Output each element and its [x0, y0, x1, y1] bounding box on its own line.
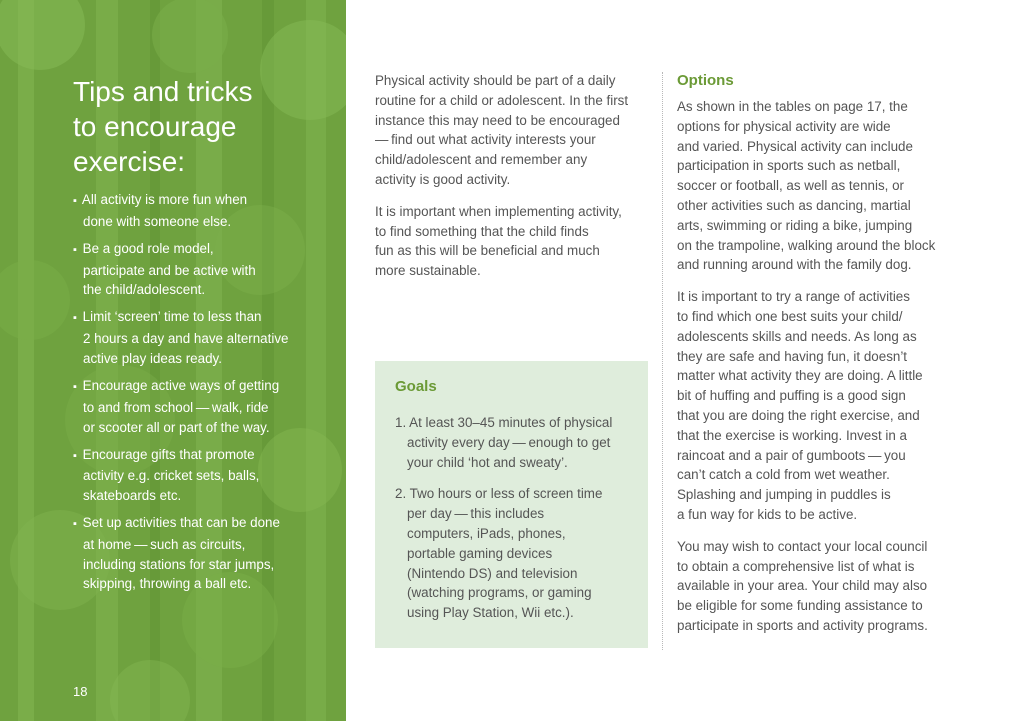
- text-line: It is important when implementing activity,: [375, 203, 622, 219]
- text-line: and running around with the family dog.: [677, 257, 912, 273]
- text-line: child/adolescent and remember any: [375, 152, 588, 168]
- sidebar-title-line: Tips and tricks: [73, 76, 253, 107]
- tip-item: [73, 445, 323, 506]
- sidebar-title: [73, 74, 333, 179]
- goal-line: activity every day — enough to get: [407, 434, 611, 450]
- text-line: other activities such as dancing, martial: [677, 197, 911, 213]
- tip-line: at home — such as circuits,: [83, 536, 246, 552]
- tip-item: [73, 513, 323, 594]
- goal-line: computers, iPads, phones,: [407, 525, 566, 541]
- tip-line: Be a good role model,: [82, 240, 214, 256]
- options-column: [677, 71, 967, 648]
- goal-line: your child ‘hot and sweaty’.: [407, 454, 568, 470]
- goal-line: 1. At least 30–45 minutes of physical: [395, 415, 613, 430]
- tip-line: activity e.g. cricket sets, balls,: [83, 468, 260, 484]
- text-line: bit of huffing and puffing is a good sign: [677, 388, 906, 404]
- text-line: that you are doing the right exercise, and: [677, 407, 920, 423]
- text-line: they are safe and having fun, it doesn’t: [677, 348, 908, 364]
- tip-line: participate and be active with: [83, 262, 256, 278]
- text-line: As shown in the tables on page 17, the: [677, 99, 908, 114]
- tip-line: skateboards etc.: [83, 488, 182, 504]
- tip-line: active play ideas ready.: [83, 350, 222, 366]
- text-line: to find something that the child finds: [375, 223, 589, 239]
- goal-line: (Nintendo DS) and television: [407, 565, 578, 581]
- text-line: — find out what activity interests your: [375, 132, 596, 148]
- text-line: routine for a child or adolescent. In the first: [375, 92, 629, 108]
- options-paragraph: [677, 537, 967, 636]
- tip-line: All activity is more fun when: [81, 192, 248, 207]
- text-line: soccer or football, as well as tennis, or: [677, 178, 905, 194]
- text-line: participation in sports such as netball,: [677, 158, 901, 174]
- text-line: on the trampoline, walking around the block: [677, 237, 936, 253]
- text-line: instance this may need to be encouraged: [375, 112, 620, 128]
- goal-line: (watching programs, or gaming: [407, 585, 592, 601]
- tip-line: to and from school — walk, ride: [83, 399, 269, 415]
- text-line: to obtain a comprehensive list of what is: [677, 558, 915, 574]
- text-line: arts, swimming or riding a bike, jumping: [677, 217, 913, 233]
- text-line: It is important to try a range of activities: [677, 289, 910, 305]
- tip-line: Encourage active ways of getting: [82, 377, 280, 393]
- text-line: fun as this will be beneficial and much: [375, 243, 600, 259]
- tip-line: or scooter all or part of the way.: [83, 419, 270, 435]
- text-line: Physical activity should be part of a daily: [375, 73, 616, 88]
- tip-line: Set up activities that can be done: [82, 515, 280, 531]
- text-line: a fun way for kids to be active.: [677, 506, 858, 522]
- goals-box: [375, 361, 648, 648]
- text-line: participate in sports and activity programs.: [677, 617, 928, 633]
- text-line: adolescents skills and needs. As long as: [677, 328, 917, 344]
- tip-item: [73, 307, 323, 368]
- options-paragraph: [677, 97, 967, 275]
- text-line: raincoat and a pair of gumboots — you: [677, 447, 906, 463]
- sidebar-title-line: to encourage: [73, 111, 237, 142]
- goals-list: [395, 413, 645, 635]
- tip-line: Limit ‘screen’ time to less than: [82, 309, 262, 325]
- text-line: Splashing and jumping in puddles is: [677, 487, 891, 503]
- tip-line: the child/adolescent.: [83, 282, 206, 298]
- tip-line: including stations for star jumps,: [83, 556, 275, 572]
- tip-line: done with someone else.: [83, 213, 232, 229]
- text-line: that the exercise is working. Invest in a: [677, 427, 907, 443]
- column-divider: [662, 72, 663, 650]
- text-line: to find which one best suits your child/: [677, 308, 903, 324]
- intro-column: [375, 71, 655, 293]
- text-line: can’t catch a cold from wet weather.: [677, 467, 890, 483]
- text-line: activity is good activity.: [375, 171, 511, 187]
- options-paragraph: [677, 287, 967, 525]
- tip-item: [73, 376, 323, 437]
- text-line: You may wish to contact your local council: [677, 538, 928, 554]
- goal-line: 2. Two hours or less of screen time: [395, 486, 603, 502]
- green-sidebar-panel: [0, 0, 346, 721]
- tip-item: [73, 239, 323, 300]
- goal-line: using Play Station, Wii etc.).: [407, 605, 574, 621]
- goal-item: [395, 413, 645, 472]
- intro-paragraph: [375, 71, 655, 190]
- goal-line: portable gaming devices: [407, 545, 553, 561]
- goal-line: per day — this includes: [407, 506, 545, 522]
- tips-list: [73, 190, 323, 601]
- goals-heading: Goals: [395, 378, 437, 395]
- tip-item: [73, 190, 323, 232]
- page-number: 18: [73, 684, 88, 699]
- text-line: available in your area. Your child may also: [677, 578, 928, 594]
- text-line: be eligible for some funding assistance to: [677, 598, 923, 614]
- tip-line: 2 hours a day and have alternative: [83, 331, 289, 347]
- text-line: more sustainable.: [375, 263, 481, 279]
- intro-paragraph: [375, 202, 655, 281]
- text-line: and varied. Physical activity can include: [677, 138, 913, 154]
- sidebar-title-line: exercise:: [73, 146, 186, 177]
- tip-line: Encourage gifts that promote: [82, 446, 255, 462]
- text-line: matter what activity they are doing. A little: [677, 368, 923, 384]
- text-line: options for physical activity are wide: [677, 118, 891, 134]
- options-heading: Options: [677, 72, 734, 89]
- tip-line: skipping, throwing a ball etc.: [83, 576, 252, 592]
- goal-item: [395, 484, 645, 623]
